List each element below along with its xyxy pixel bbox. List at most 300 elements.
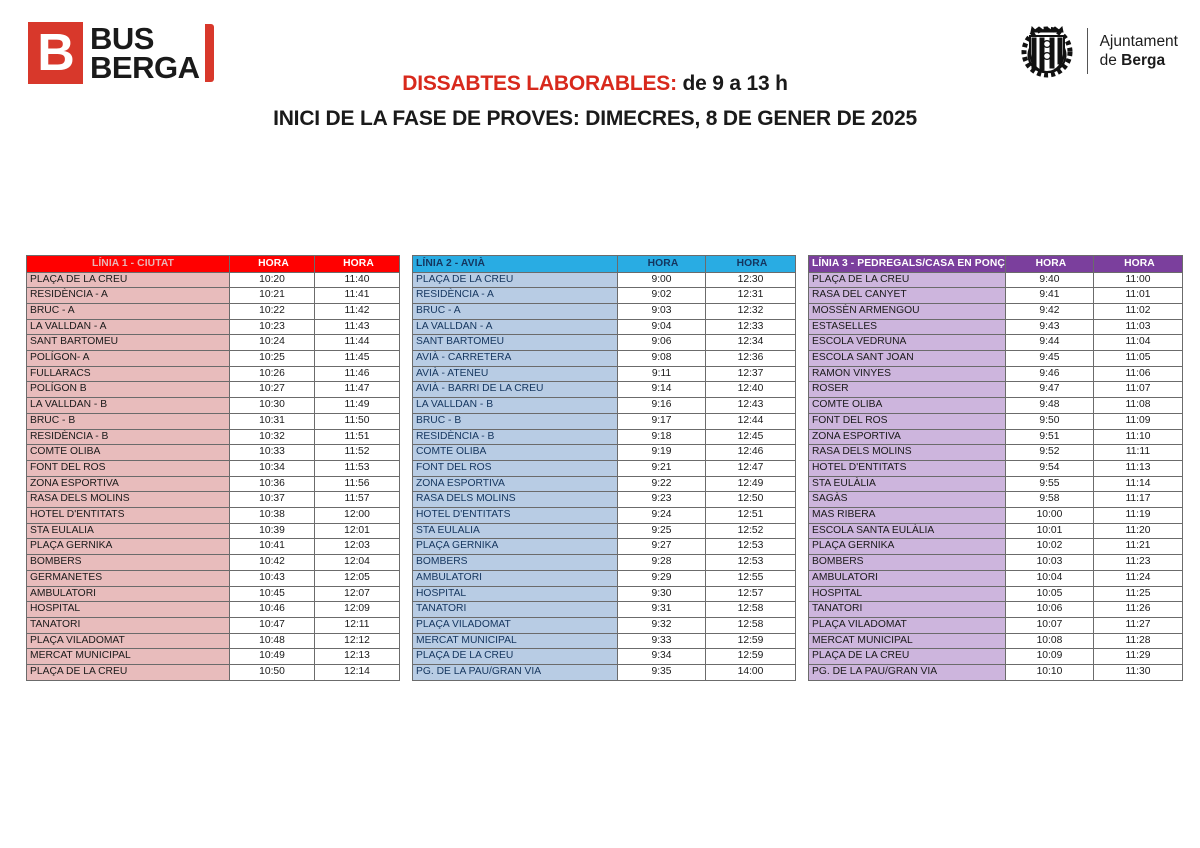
table-row bbox=[809, 429, 1183, 445]
logo-word-berga: BERGA bbox=[90, 50, 200, 85]
departure-time-second: 12:05 bbox=[315, 570, 400, 586]
schedule-title-highlight: DISSABTES LABORABLES: bbox=[402, 72, 677, 95]
departure-time-first: 10:33 bbox=[230, 445, 315, 461]
stop-name: PG. DE LA PAU/GRAN VIA bbox=[809, 665, 1006, 681]
stop-name: MERCAT MUNICIPAL bbox=[413, 633, 618, 649]
departure-time-second: 12:55 bbox=[706, 570, 796, 586]
table-header-row bbox=[809, 256, 1183, 273]
departure-time-first: 9:33 bbox=[618, 633, 706, 649]
departure-time-second: 12:47 bbox=[706, 460, 796, 476]
departure-time-second: 12:46 bbox=[706, 445, 796, 461]
stop-name: BOMBERS bbox=[27, 555, 230, 571]
departure-time-first: 9:46 bbox=[1005, 366, 1093, 382]
stop-name: PLAÇA DE LA CREU bbox=[809, 649, 1006, 665]
departure-time-first: 9:41 bbox=[1005, 288, 1093, 304]
stop-name: LA VALLDAN - B bbox=[27, 398, 230, 414]
schedule-body-2 bbox=[413, 272, 796, 680]
table-row bbox=[27, 288, 400, 304]
stop-name: TANATORI bbox=[413, 602, 618, 618]
table-row bbox=[809, 555, 1183, 571]
departure-time-first: 10:50 bbox=[230, 665, 315, 681]
departure-time-first: 10:31 bbox=[230, 413, 315, 429]
table-row bbox=[413, 492, 796, 508]
departure-time-second: 11:46 bbox=[315, 366, 400, 382]
departure-time-second: 12:49 bbox=[706, 476, 796, 492]
departure-time-second: 11:04 bbox=[1093, 335, 1182, 351]
departure-time-first: 9:04 bbox=[618, 319, 706, 335]
table-row bbox=[809, 602, 1183, 618]
stop-name: STA EULÀLIA bbox=[809, 476, 1006, 492]
departure-time-first: 9:21 bbox=[618, 460, 706, 476]
departure-time-second: 14:00 bbox=[706, 665, 796, 681]
stop-name: AMBULATORI bbox=[413, 570, 618, 586]
schedule-body-3 bbox=[809, 272, 1183, 680]
departure-time-second: 12:43 bbox=[706, 398, 796, 414]
table-row bbox=[809, 382, 1183, 398]
stop-name: MOSSÈN ARMENGOU bbox=[809, 303, 1006, 319]
departure-time-second: 11:56 bbox=[315, 476, 400, 492]
stop-name: LA VALLDAN - A bbox=[413, 319, 618, 335]
departure-time-second: 11:20 bbox=[1093, 523, 1182, 539]
departure-time-second: 11:27 bbox=[1093, 617, 1182, 633]
departure-time-first: 9:54 bbox=[1005, 460, 1093, 476]
stop-name: PLAÇA VILADOMAT bbox=[27, 633, 230, 649]
table-row bbox=[27, 665, 400, 681]
stop-name: ESTASELLES bbox=[809, 319, 1006, 335]
departure-time-first: 9:24 bbox=[618, 508, 706, 524]
stop-name: HOSPITAL bbox=[27, 602, 230, 618]
stop-name: HOSPITAL bbox=[413, 586, 618, 602]
stop-name: SANT BARTOMEU bbox=[413, 335, 618, 351]
departure-time-first: 10:21 bbox=[230, 288, 315, 304]
departure-time-second: 12:32 bbox=[706, 303, 796, 319]
table-row bbox=[27, 413, 400, 429]
table-row bbox=[413, 570, 796, 586]
table-row bbox=[809, 633, 1183, 649]
departure-time-second: 11:57 bbox=[315, 492, 400, 508]
table-row bbox=[413, 460, 796, 476]
stop-name: LA VALLDAN - B bbox=[413, 398, 618, 414]
table-row bbox=[27, 429, 400, 445]
departure-time-first: 9:42 bbox=[1005, 303, 1093, 319]
table-row bbox=[809, 351, 1183, 367]
departure-time-first: 10:20 bbox=[230, 272, 315, 288]
departure-time-first: 10:38 bbox=[230, 508, 315, 524]
departure-time-second: 11:24 bbox=[1093, 570, 1182, 586]
stop-name: AMBULATORI bbox=[27, 586, 230, 602]
departure-time-second: 11:08 bbox=[1093, 398, 1182, 414]
table-row bbox=[809, 319, 1183, 335]
table-row bbox=[809, 492, 1183, 508]
departure-time-first: 10:08 bbox=[1005, 633, 1093, 649]
departure-time-second: 12:45 bbox=[706, 429, 796, 445]
stop-name: PLAÇA GERNIKA bbox=[413, 539, 618, 555]
table-row bbox=[413, 272, 796, 288]
logo-square-icon bbox=[28, 22, 83, 84]
departure-time-second: 11:07 bbox=[1093, 382, 1182, 398]
departure-time-second: 11:00 bbox=[1093, 272, 1182, 288]
stop-name: PLAÇA VILADOMAT bbox=[413, 617, 618, 633]
departure-time-second: 11:52 bbox=[315, 445, 400, 461]
stop-name: COMTE OLIBA bbox=[27, 445, 230, 461]
table-row bbox=[413, 633, 796, 649]
table-row bbox=[27, 366, 400, 382]
table-row bbox=[413, 288, 796, 304]
col-header-hora-1a: HORA bbox=[230, 256, 315, 273]
departure-time-first: 9:03 bbox=[618, 303, 706, 319]
stop-name: FONT DEL ROS bbox=[809, 413, 1006, 429]
table-row bbox=[27, 319, 400, 335]
departure-time-second: 11:10 bbox=[1093, 429, 1182, 445]
schedule-title-hours: de 9 a 13 h bbox=[676, 72, 788, 95]
bus-berga-logo bbox=[28, 22, 214, 84]
departure-time-first: 10:34 bbox=[230, 460, 315, 476]
departure-time-second: 12:33 bbox=[706, 319, 796, 335]
departure-time-first: 9:00 bbox=[618, 272, 706, 288]
departure-time-first: 9:17 bbox=[618, 413, 706, 429]
departure-time-second: 12:57 bbox=[706, 586, 796, 602]
stop-name: RASA DELS MOLINS bbox=[27, 492, 230, 508]
logo-divider bbox=[1087, 28, 1088, 74]
departure-time-second: 12:53 bbox=[706, 539, 796, 555]
departure-time-first: 9:11 bbox=[618, 366, 706, 382]
table-row bbox=[809, 288, 1183, 304]
departure-time-first: 10:00 bbox=[1005, 508, 1093, 524]
departure-time-first: 10:10 bbox=[1005, 665, 1093, 681]
departure-time-first: 9:18 bbox=[618, 429, 706, 445]
departure-time-first: 9:50 bbox=[1005, 413, 1093, 429]
table-row bbox=[27, 445, 400, 461]
table-row bbox=[413, 586, 796, 602]
logo-word-bus: BUS bbox=[90, 20, 154, 56]
title-block bbox=[200, 72, 990, 131]
departure-time-second: 12:53 bbox=[706, 555, 796, 571]
departure-time-second: 12:59 bbox=[706, 649, 796, 665]
table-row bbox=[413, 335, 796, 351]
ajuntament-line2 bbox=[1100, 51, 1178, 70]
departure-time-second: 12:11 bbox=[315, 617, 400, 633]
stop-name: ROSER bbox=[809, 382, 1006, 398]
departure-time-second: 12:59 bbox=[706, 633, 796, 649]
stop-name: AVIÀ - ATENEU bbox=[413, 366, 618, 382]
stop-name: SANT BARTOMEU bbox=[27, 335, 230, 351]
departure-time-second: 11:02 bbox=[1093, 303, 1182, 319]
col-header-hora-1b: HORA bbox=[315, 256, 400, 273]
stop-name: BRUC - A bbox=[27, 303, 230, 319]
departure-time-second: 12:09 bbox=[315, 602, 400, 618]
table-row bbox=[27, 492, 400, 508]
table-row bbox=[413, 398, 796, 414]
stop-name: HOTEL D'ENTITATS bbox=[27, 508, 230, 524]
departure-time-second: 11:51 bbox=[315, 429, 400, 445]
departure-time-second: 11:14 bbox=[1093, 476, 1182, 492]
table-row bbox=[27, 633, 400, 649]
departure-time-first: 10:32 bbox=[230, 429, 315, 445]
stop-name: FONT DEL ROS bbox=[413, 460, 618, 476]
departure-time-second: 11:28 bbox=[1093, 633, 1182, 649]
departure-time-second: 12:30 bbox=[706, 272, 796, 288]
table-row bbox=[27, 539, 400, 555]
departure-time-first: 10:46 bbox=[230, 602, 315, 618]
departure-time-second: 12:34 bbox=[706, 335, 796, 351]
stop-name: MAS RIBERA bbox=[809, 508, 1006, 524]
departure-time-first: 10:05 bbox=[1005, 586, 1093, 602]
timetable-linia-3 bbox=[808, 255, 1183, 681]
departure-time-first: 9:44 bbox=[1005, 335, 1093, 351]
table-row bbox=[413, 351, 796, 367]
ajuntament-logo bbox=[1019, 20, 1178, 82]
departure-time-first: 9:14 bbox=[618, 382, 706, 398]
departure-time-first: 9:43 bbox=[1005, 319, 1093, 335]
departure-time-first: 9:40 bbox=[1005, 272, 1093, 288]
table-row bbox=[27, 649, 400, 665]
departure-time-second: 12:52 bbox=[706, 523, 796, 539]
departure-time-second: 11:09 bbox=[1093, 413, 1182, 429]
departure-time-first: 9:06 bbox=[618, 335, 706, 351]
departure-time-second: 11:29 bbox=[1093, 649, 1182, 665]
departure-time-second: 12:51 bbox=[706, 508, 796, 524]
departure-time-second: 12:36 bbox=[706, 351, 796, 367]
departure-time-second: 12:14 bbox=[315, 665, 400, 681]
departure-time-first: 9:47 bbox=[1005, 382, 1093, 398]
departure-time-first: 10:02 bbox=[1005, 539, 1093, 555]
departure-time-second: 12:50 bbox=[706, 492, 796, 508]
departure-time-first: 10:25 bbox=[230, 351, 315, 367]
table-row bbox=[413, 665, 796, 681]
departure-time-first: 10:24 bbox=[230, 335, 315, 351]
departure-time-first: 9:35 bbox=[618, 665, 706, 681]
departure-time-first: 9:55 bbox=[1005, 476, 1093, 492]
departure-time-first: 10:23 bbox=[230, 319, 315, 335]
stop-name: PG. DE LA PAU/GRAN VIA bbox=[413, 665, 618, 681]
table-row bbox=[413, 303, 796, 319]
departure-time-second: 12:12 bbox=[315, 633, 400, 649]
stop-name: BOMBERS bbox=[809, 555, 1006, 571]
table-row bbox=[809, 476, 1183, 492]
stop-name: MERCAT MUNICIPAL bbox=[809, 633, 1006, 649]
table-header-row bbox=[413, 256, 796, 273]
table-row bbox=[27, 602, 400, 618]
departure-time-first: 10:06 bbox=[1005, 602, 1093, 618]
stop-name: ESCOLA SANTA EULÀLIA bbox=[809, 523, 1006, 539]
departure-time-second: 11:23 bbox=[1093, 555, 1182, 571]
table-row bbox=[809, 413, 1183, 429]
departure-time-first: 9:19 bbox=[618, 445, 706, 461]
table-row bbox=[809, 649, 1183, 665]
stop-name: AVIÀ - BARRI DE LA CREU bbox=[413, 382, 618, 398]
departure-time-first: 9:25 bbox=[618, 523, 706, 539]
stop-name: HOSPITAL bbox=[809, 586, 1006, 602]
table-row bbox=[413, 617, 796, 633]
stop-name: HOTEL D'ENTITATS bbox=[413, 508, 618, 524]
departure-time-first: 10:39 bbox=[230, 523, 315, 539]
table-row bbox=[413, 508, 796, 524]
table-row bbox=[809, 335, 1183, 351]
departure-time-second: 11:26 bbox=[1093, 602, 1182, 618]
departure-time-second: 11:41 bbox=[315, 288, 400, 304]
schedule-table-3 bbox=[808, 255, 1183, 681]
departure-time-second: 11:47 bbox=[315, 382, 400, 398]
stop-name: PLAÇA DE LA CREU bbox=[413, 649, 618, 665]
stop-name: STA EULALIA bbox=[413, 523, 618, 539]
departure-time-first: 9:30 bbox=[618, 586, 706, 602]
departure-time-first: 9:58 bbox=[1005, 492, 1093, 508]
table-row bbox=[809, 539, 1183, 555]
departure-time-second: 12:01 bbox=[315, 523, 400, 539]
departure-time-second: 11:40 bbox=[315, 272, 400, 288]
table-row bbox=[27, 570, 400, 586]
table-row bbox=[27, 617, 400, 633]
stop-name: HOTEL D'ENTITATS bbox=[809, 460, 1006, 476]
stop-name: PLAÇA DE LA CREU bbox=[809, 272, 1006, 288]
table-row bbox=[413, 366, 796, 382]
departure-time-second: 11:53 bbox=[315, 460, 400, 476]
departure-time-first: 9:52 bbox=[1005, 445, 1093, 461]
stop-name: COMTE OLIBA bbox=[413, 445, 618, 461]
col-header-hora-3b: HORA bbox=[1093, 256, 1182, 273]
departure-time-first: 10:41 bbox=[230, 539, 315, 555]
line-title-2: LÍNIA 2 - AVIÀ bbox=[413, 256, 618, 273]
departure-time-second: 12:03 bbox=[315, 539, 400, 555]
table-row bbox=[413, 523, 796, 539]
departure-time-first: 10:01 bbox=[1005, 523, 1093, 539]
departure-time-second: 11:21 bbox=[1093, 539, 1182, 555]
stop-name: GERMANETES bbox=[27, 570, 230, 586]
departure-time-second: 12:40 bbox=[706, 382, 796, 398]
table-row bbox=[809, 272, 1183, 288]
departure-time-second: 11:06 bbox=[1093, 366, 1182, 382]
stop-name: COMTE OLIBA bbox=[809, 398, 1006, 414]
departure-time-second: 11:43 bbox=[315, 319, 400, 335]
table-row bbox=[809, 445, 1183, 461]
timetable-linia-2 bbox=[412, 255, 796, 681]
schedule-title-secondary: INICI DE LA FASE DE PROVES: DIMECRES, 8 DE GENER DE 2025 bbox=[273, 107, 917, 130]
departure-time-first: 9:16 bbox=[618, 398, 706, 414]
departure-time-second: 12:13 bbox=[315, 649, 400, 665]
table-row bbox=[809, 570, 1183, 586]
logo-wordmark bbox=[90, 22, 199, 84]
departure-time-first: 9:22 bbox=[618, 476, 706, 492]
departure-time-first: 9:08 bbox=[618, 351, 706, 367]
stop-name: BOMBERS bbox=[413, 555, 618, 571]
stop-name: TANATORI bbox=[27, 617, 230, 633]
departure-time-second: 11:50 bbox=[315, 413, 400, 429]
table-row bbox=[27, 508, 400, 524]
departure-time-second: 11:01 bbox=[1093, 288, 1182, 304]
table-row bbox=[809, 508, 1183, 524]
departure-time-first: 10:07 bbox=[1005, 617, 1093, 633]
table-row bbox=[809, 617, 1183, 633]
stop-name: BRUC - A bbox=[413, 303, 618, 319]
table-row bbox=[27, 382, 400, 398]
departure-time-first: 9:32 bbox=[618, 617, 706, 633]
page-header bbox=[0, 0, 1200, 150]
departure-time-second: 12:31 bbox=[706, 288, 796, 304]
col-header-hora-3a: HORA bbox=[1005, 256, 1093, 273]
stop-name: POLÍGON- A bbox=[27, 351, 230, 367]
table-row bbox=[809, 586, 1183, 602]
stop-name: RASA DELS MOLINS bbox=[413, 492, 618, 508]
stop-name: RESIDÈNCIA - B bbox=[27, 429, 230, 445]
departure-time-second: 12:37 bbox=[706, 366, 796, 382]
stop-name: FULLARACS bbox=[27, 366, 230, 382]
table-row bbox=[413, 539, 796, 555]
table-row bbox=[413, 602, 796, 618]
departure-time-second: 11:25 bbox=[1093, 586, 1182, 602]
departure-time-second: 11:30 bbox=[1093, 665, 1182, 681]
departure-time-first: 9:27 bbox=[618, 539, 706, 555]
departure-time-first: 9:45 bbox=[1005, 351, 1093, 367]
departure-time-first: 10:45 bbox=[230, 586, 315, 602]
schedule-title-primary bbox=[200, 72, 990, 96]
departure-time-first: 10:04 bbox=[1005, 570, 1093, 586]
logo-letter: B bbox=[37, 24, 74, 82]
stop-name: MERCAT MUNICIPAL bbox=[27, 649, 230, 665]
table-row bbox=[809, 303, 1183, 319]
table-row bbox=[27, 586, 400, 602]
table-row bbox=[27, 398, 400, 414]
departure-time-second: 11:19 bbox=[1093, 508, 1182, 524]
line-title-3: LÍNIA 3 - PEDREGALS/CASA EN PONÇ bbox=[809, 256, 1006, 273]
table-row bbox=[27, 272, 400, 288]
departure-time-first: 9:28 bbox=[618, 555, 706, 571]
departure-time-first: 10:47 bbox=[230, 617, 315, 633]
ajuntament-de: de bbox=[1099, 52, 1122, 69]
schedule-table-2 bbox=[412, 255, 796, 681]
table-row bbox=[27, 335, 400, 351]
stop-name: RESIDÈNCIA - B bbox=[413, 429, 618, 445]
stop-name: PLAÇA DE LA CREU bbox=[413, 272, 618, 288]
departure-time-second: 11:42 bbox=[315, 303, 400, 319]
departure-time-first: 9:48 bbox=[1005, 398, 1093, 414]
departure-time-first: 10:43 bbox=[230, 570, 315, 586]
table-row bbox=[27, 303, 400, 319]
departure-time-first: 10:48 bbox=[230, 633, 315, 649]
departure-time-second: 12:58 bbox=[706, 617, 796, 633]
departure-time-second: 11:17 bbox=[1093, 492, 1182, 508]
table-header-row bbox=[27, 256, 400, 273]
schedule-body-1 bbox=[27, 272, 400, 680]
stop-name: SAGÀS bbox=[809, 492, 1006, 508]
departure-time-second: 12:07 bbox=[315, 586, 400, 602]
stop-name: PLAÇA DE LA CREU bbox=[27, 272, 230, 288]
departure-time-first: 9:34 bbox=[618, 649, 706, 665]
stop-name: STA EULALIA bbox=[27, 523, 230, 539]
stop-name: TANATORI bbox=[809, 602, 1006, 618]
col-header-hora-2a: HORA bbox=[618, 256, 706, 273]
stop-name: BRUC - B bbox=[413, 413, 618, 429]
departure-time-first: 9:31 bbox=[618, 602, 706, 618]
departure-time-first: 9:23 bbox=[618, 492, 706, 508]
ajuntament-wordmark bbox=[1100, 32, 1178, 71]
table-row bbox=[27, 476, 400, 492]
departure-time-second: 11:45 bbox=[315, 351, 400, 367]
stop-name: RESIDÈNCIA - A bbox=[27, 288, 230, 304]
stop-name: ZONA ESPORTIVA bbox=[413, 476, 618, 492]
col-header-hora-2b: HORA bbox=[706, 256, 796, 273]
table-row bbox=[809, 366, 1183, 382]
table-row bbox=[27, 351, 400, 367]
stop-name: RAMON VINYES bbox=[809, 366, 1006, 382]
table-row bbox=[413, 445, 796, 461]
stop-name: FONT DEL ROS bbox=[27, 460, 230, 476]
departure-time-first: 10:26 bbox=[230, 366, 315, 382]
table-row bbox=[413, 649, 796, 665]
stop-name: RESIDÈNCIA - A bbox=[413, 288, 618, 304]
stop-name: ESCOLA SANT JOAN bbox=[809, 351, 1006, 367]
table-row bbox=[809, 523, 1183, 539]
table-row bbox=[27, 555, 400, 571]
